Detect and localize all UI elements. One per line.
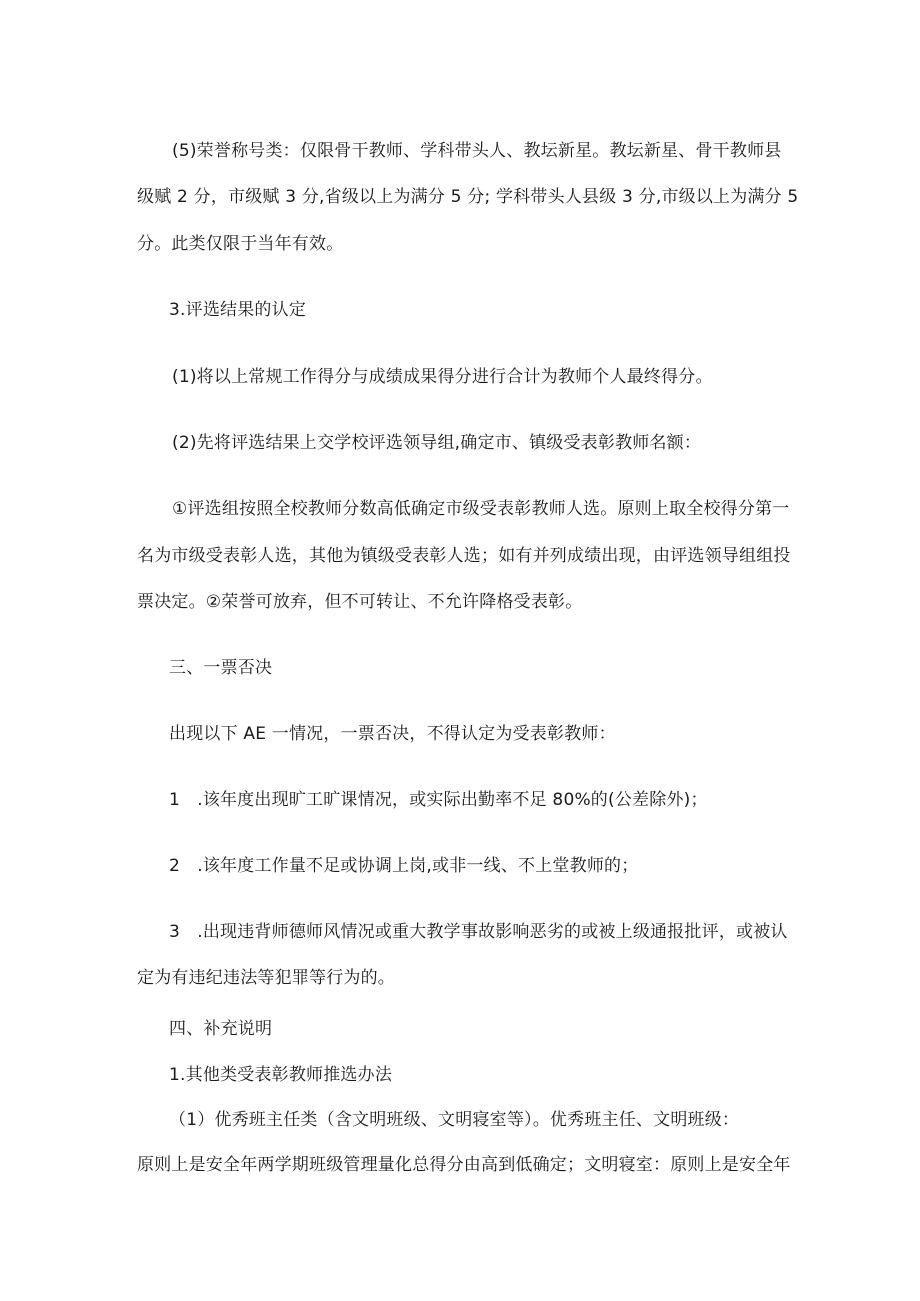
paragraph-selection-rule-line-2: 名为市级受表彰人选，其他为镇级受表彰人选；如有并列成绩出现，由评选领导组组投: [137, 546, 791, 566]
paragraph-veto-intro: 出现以下 AE 一情况，一票否决，不得认定为受表彰教师：: [169, 724, 616, 744]
section-heading-veto: 三、一票否决: [169, 658, 273, 678]
paragraph-submit-results: (2)先将评选结果上交学校评选领导组,确定市、镇级受表彰教师名额：: [172, 433, 702, 453]
paragraph-selection-rule-line-1: ①评选组按照全校教师分数高低确定市级受表彰教师人选。原则上取全校得分第一: [172, 499, 790, 519]
list-item-1: 1 .该年度出现旷工旷课情况，或实际出勤率不足 80%的(公差除外)；: [169, 790, 708, 810]
list-item-3-line-1: 3 .出现违背师德师风情况或重大教学事故影响恶劣的或被上级通报批评，或被认: [169, 922, 788, 942]
list-item-2: 2 .该年度工作量不足或协调上岗,或非一线、不上堂教师的；: [169, 856, 639, 876]
paragraph-honor-line-3: 分。此类仅限于当年有效。: [137, 234, 344, 254]
paragraph-head-teacher-line-2: 原则上是安全年两学期班级管理量化总得分由高到低确定；文明寝室：原则上是安全年: [137, 1155, 791, 1175]
paragraph-selection-rule-line-3: 票决定。②荣誉可放弃，但不可转让、不允许降格受表彰。: [137, 592, 583, 612]
paragraph-honor-line-2: 级赋 2 分，市级赋 3 分,省级以上为满分 5 分; 学科带头人县级 3 分,市级以上为满分 5: [137, 187, 799, 207]
paragraph-head-teacher-line-1: （1）优秀班主任类（含文明班级、文明寝室等）。优秀班主任、文明班级：: [169, 1110, 740, 1130]
paragraph-honor-line-1: (5)荣誉称号类：仅限骨干教师、学科带头人、教坛新星。教坛新星、骨干教师县: [172, 141, 782, 161]
heading-evaluation-result: 3.评选结果的认定: [169, 300, 307, 320]
paragraph-final-score: (1)将以上常规工作得分与成绩成果得分进行合计为教师个人最终得分。: [172, 367, 713, 387]
heading-other-teachers: 1.其他类受表彰教师推选办法: [169, 1065, 393, 1085]
section-heading-supplement: 四、补充说明: [169, 1019, 273, 1039]
list-item-3-line-2: 定为有违纪违法等犯罪等行为的。: [137, 968, 395, 988]
